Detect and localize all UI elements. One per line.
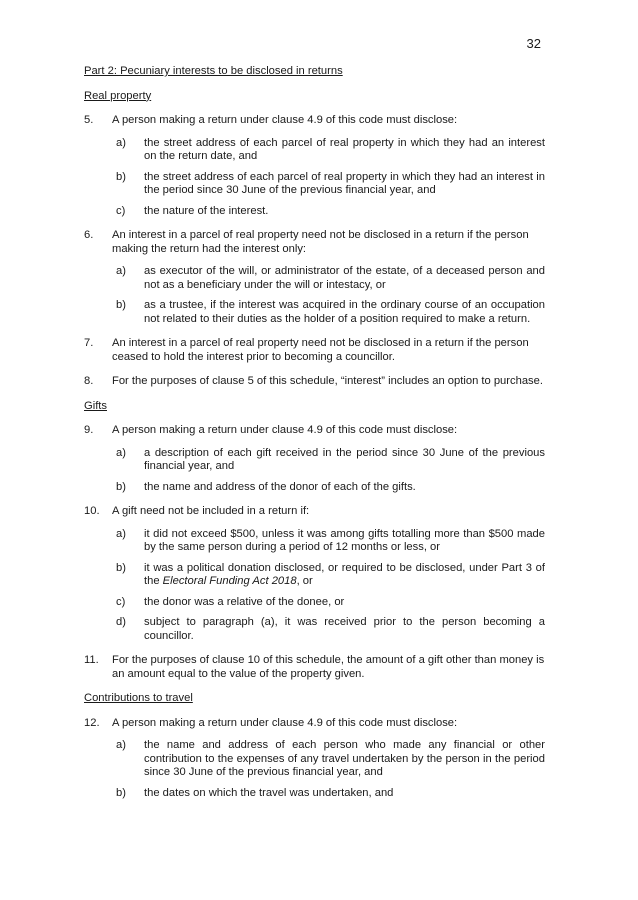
clause-number: 8.	[84, 375, 94, 387]
clause-8	[84, 375, 545, 389]
clause-number: 9.	[84, 424, 94, 436]
clause-5	[84, 114, 545, 128]
item-text: the name and address of each person who made any financial or other contribution to the expenses of any travel undertaken by the person in the period since 30 June of the previous financial year, and	[144, 739, 545, 778]
clause-text: For the purposes of clause 5 of this schedule, “interest” includes an option to purchase.	[112, 375, 543, 387]
section-heading-travel: Contributions to travel	[84, 692, 193, 704]
item-label: b)	[116, 786, 126, 799]
list-item	[116, 299, 545, 326]
clause-11	[84, 654, 545, 681]
clause-text: A person making a return under clause 4.9 of this code must disclose:	[112, 114, 458, 126]
section-heading-gifts: Gifts	[84, 399, 107, 412]
item-label: a)	[116, 446, 126, 459]
clause-12	[84, 717, 545, 731]
clause-text: An interest in a parcel of real property need not be disclosed in a return if the person ceased to hold the interest prior to becoming a councillor.	[112, 337, 529, 363]
clause-text: For the purposes of clause 10 of this schedule, the amount of a gift other than money is an amount equal to the value of the property given.	[112, 654, 545, 680]
item-label: b)	[116, 561, 126, 574]
list-item	[116, 137, 545, 164]
item-label: b)	[116, 299, 126, 311]
act-title: Electoral Funding Act 2018	[162, 575, 297, 587]
item-text: the donor was a relative of the donee, or	[144, 595, 345, 608]
clause-9	[84, 424, 545, 438]
list-item	[116, 787, 545, 801]
item-label: b)	[116, 480, 126, 493]
item-text: it did not exceed $500, unless it was among gifts totalling more than $500 made by the same person during a period of 12 months or less, or	[144, 527, 545, 553]
clause-10-items	[84, 528, 545, 644]
item-text-part: , or	[296, 575, 313, 587]
list-item	[116, 205, 545, 219]
clause-text: A gift need not be included in a return if:	[112, 505, 310, 517]
item-text: subject to paragraph (a), it was received prior to the person becoming a councillor.	[144, 616, 545, 642]
section-heading-real-property: Real property	[84, 89, 152, 102]
item-text: as executor of the will, or administrator of the estate, of a deceased person and not as a beneficiary under the will or intestacy, or	[144, 265, 545, 291]
item-label: c)	[116, 595, 126, 608]
clause-text: An interest in a parcel of real property need not be disclosed in a return if the person making the return had the interest only:	[112, 229, 529, 255]
clause-7	[84, 337, 545, 364]
item-text	[144, 562, 545, 589]
document-body	[84, 65, 545, 811]
clause-9-items	[84, 447, 545, 495]
list-item	[116, 596, 545, 610]
clause-number: 10.	[84, 505, 100, 517]
item-text: as a trustee, if the interest was acquired in the ordinary course of an occupation not related to their duties as the holder of a position required to make a return.	[144, 299, 545, 325]
item-label: a)	[116, 265, 126, 277]
list-item	[116, 528, 545, 555]
part-heading: Part 2: Pecuniary interests to be disclosed in returns	[84, 65, 343, 77]
item-text-part: it was a political donation disclosed, or required to be disclosed, under Part 3 of the	[144, 561, 545, 587]
clause-number: 5.	[84, 114, 94, 126]
item-text: the street address of each parcel of real property in which they had an interest in the period since 30 June of the previous financial year, and	[144, 170, 545, 196]
item-text: the street address of each parcel of real property in which they had an interest on the return date, and	[144, 136, 545, 162]
item-text: a description of each gift received in the period since 30 June of the previous financial year, and	[144, 446, 545, 472]
list-item	[116, 616, 545, 643]
page-number: 32	[526, 36, 541, 51]
clause-number: 7.	[84, 337, 94, 349]
item-label: c)	[116, 204, 126, 217]
clause-number: 11.	[84, 654, 99, 666]
clause-number: 12.	[84, 716, 100, 729]
clause-text: A person making a return under clause 4.9 of this code must disclose:	[112, 424, 458, 436]
item-label: a)	[116, 739, 126, 751]
item-text: the name and address of the donor of each of the gifts.	[144, 480, 416, 493]
clause-10	[84, 505, 545, 519]
item-label: a)	[116, 527, 126, 540]
item-label: a)	[116, 136, 126, 149]
list-item	[116, 739, 545, 780]
item-text: the dates on which the travel was undertaken, and	[144, 786, 394, 799]
clause-6	[84, 229, 545, 256]
clause-5-items	[84, 137, 545, 219]
list-item	[116, 265, 545, 292]
list-item	[116, 447, 545, 474]
item-label: d)	[116, 616, 126, 628]
clause-text: A person making a return under clause 4.9 of this code must disclose:	[112, 716, 458, 729]
clause-12-items	[84, 739, 545, 800]
list-item	[116, 171, 545, 198]
list-item	[116, 481, 545, 495]
item-label: b)	[116, 170, 126, 183]
clause-6-items	[84, 265, 545, 326]
clause-number: 6.	[84, 229, 94, 241]
item-text: the nature of the interest.	[144, 204, 269, 217]
list-item	[116, 562, 545, 589]
